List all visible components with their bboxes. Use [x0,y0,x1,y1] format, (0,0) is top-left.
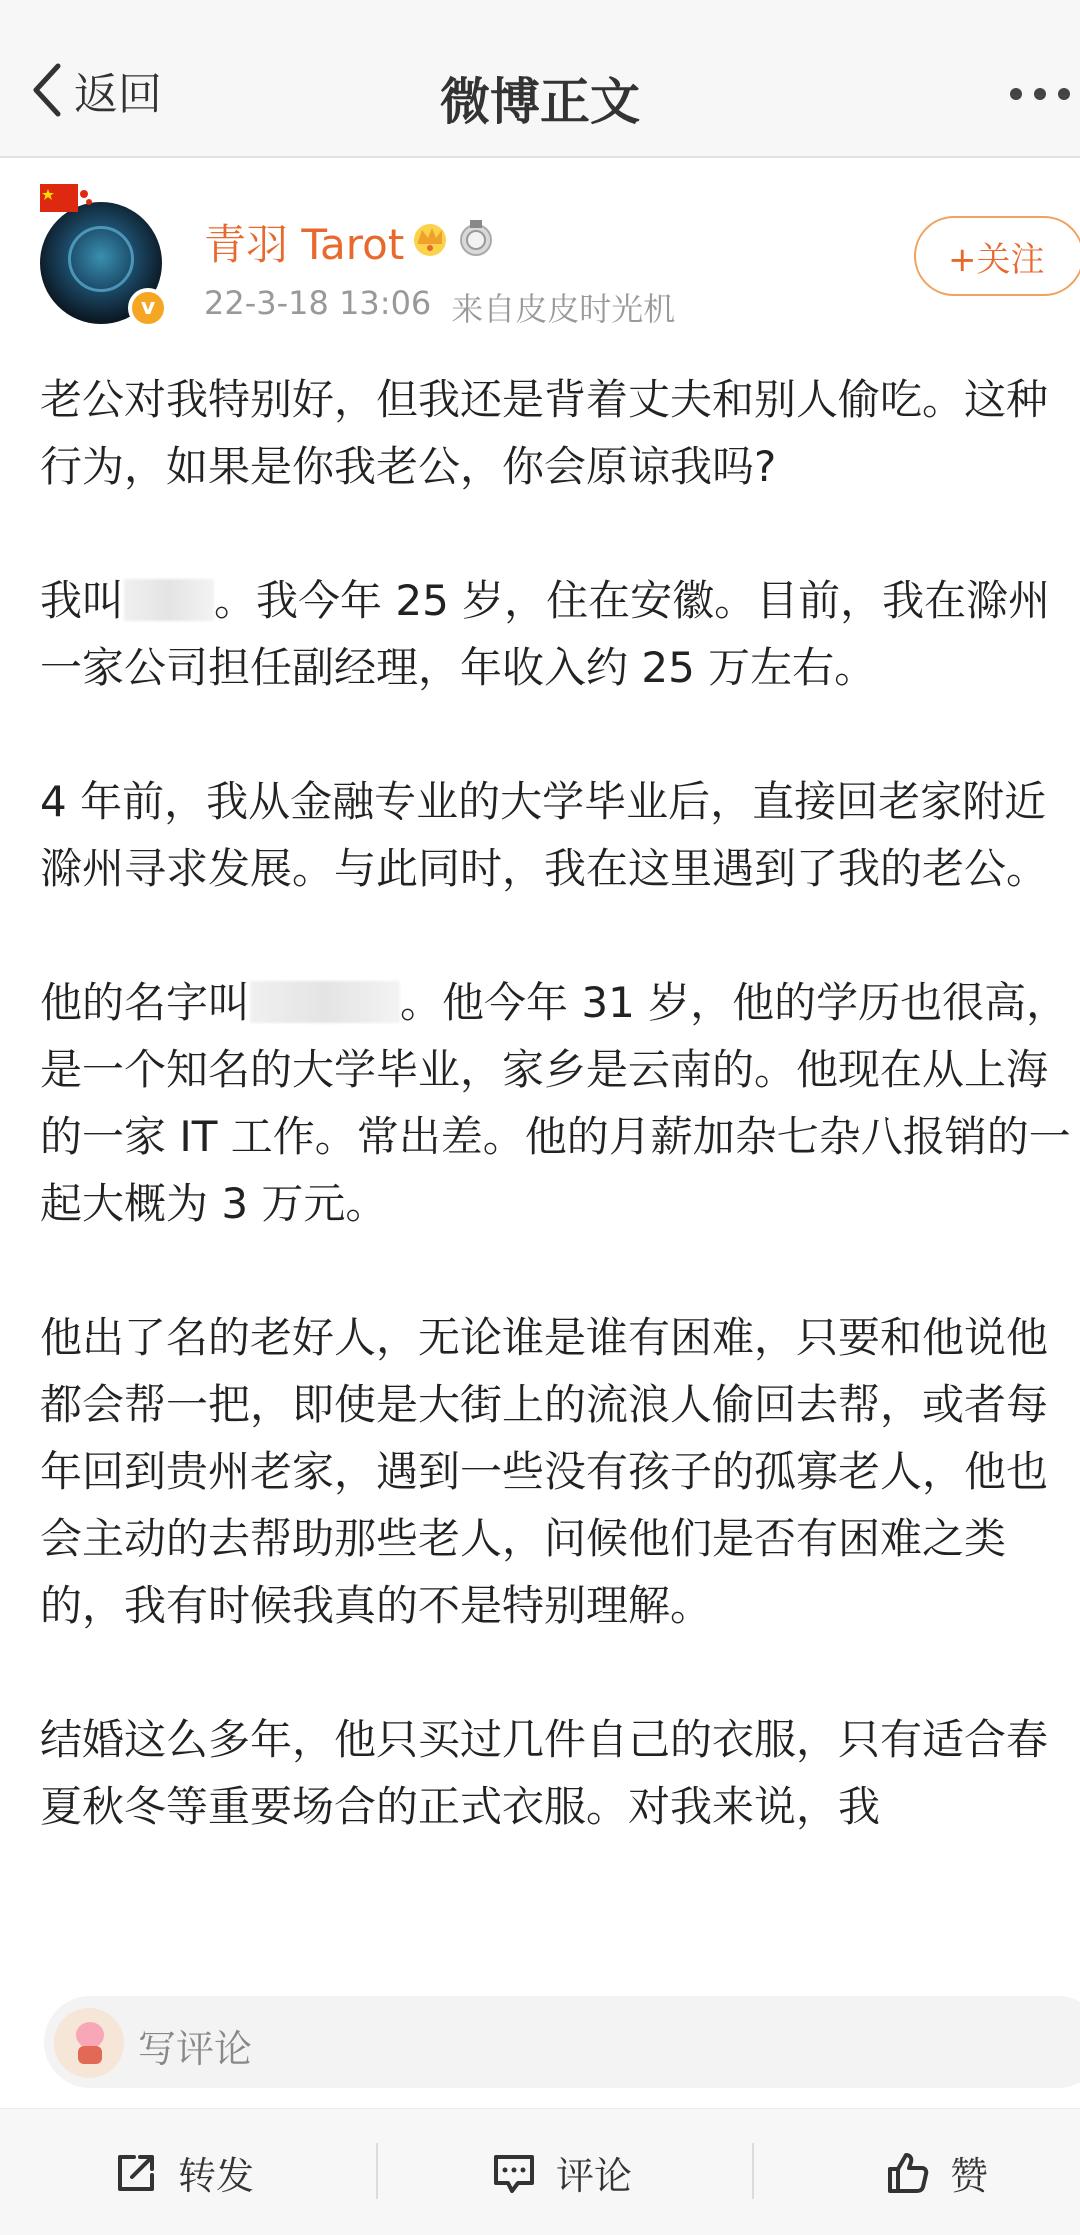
more-button[interactable] [990,84,1080,108]
action-divider [752,2143,754,2199]
comment-icon [490,2149,538,2197]
post-paragraph: 他出了名的老好人，无论谁是谁有困难，只要和他说他都会帮一把，即使是大街上的流浪人偷回去帮，或者每年回到贵州老家，遇到一些没有孩子的孤寡老人，他也会主动的去帮助那些老人，问候他们是否有困难之类的，我有时候我真的不是特别理解。 [40,1313,1049,1630]
post-source[interactable]: 来自皮皮时光机 [451,290,676,328]
pig-avatar-icon [76,2022,104,2048]
medal-icon[interactable] [456,218,496,258]
post-paragraph: 他的名字叫 。他今年 31 岁，他的学历也很高，是一个知名的大学毕业，家乡是云南的。他现在从上海的一家 IT 工作。常出差。他的月薪加杂七杂八报销的一起大概为 3 万元。 [40,978,1071,1228]
post-paragraph: 结婚这么多年，他只买过几件自己的衣服，只有适合春夏秋冬等重要场合的正式衣服。对我来说，我 [40,1715,1049,1831]
post-paragraph: 4 年前，我从金融专业的大学毕业后，直接回老家附近滁州寻求发展。与此同时，我在这里遇到了我的老公。 [40,777,1049,893]
follow-button[interactable]: +关注 [914,216,1080,296]
page-title: 微博正文 [440,73,640,131]
back-label: 返回 [74,69,162,120]
verified-badge: v [128,288,168,328]
comment-input[interactable] [44,1996,1080,2088]
comment-button[interactable] [490,2109,632,2235]
like-label: 赞 [950,2154,989,2198]
redacted-name [124,579,214,621]
post-paragraph: 我叫 。我今年 25 岁，住在安徽。目前，我在滁州一家公司担任副经理，年收入约 25 万左右。 [40,576,1051,692]
post-paragraph: 老公对我特别好，但我还是背着丈夫和别人偷吃。这种行为，如果是你我老公，你会原谅我吗? [40,375,1049,491]
redacted-name [250,981,400,1023]
bottom-action-bar [0,2108,1080,2235]
action-divider [376,2143,378,2199]
like-button[interactable] [884,2109,988,2235]
more-dots-icon [1010,88,1022,100]
post-meta [204,284,675,330]
flag-icon [36,180,94,220]
comment-placeholder: 写评论 [138,2027,253,2071]
post-timestamp: 22-3-18 13:06 [204,284,432,322]
thumbs-up-icon [884,2149,932,2197]
post-body [40,366,1080,1948]
vip-crown-icon[interactable] [410,218,450,258]
comment-label: 评论 [556,2154,633,2198]
repost-label: 转发 [178,2154,255,2198]
top-nav-bar [0,0,1080,158]
author-avatar[interactable] [36,180,176,330]
user-avatar [54,2008,124,2078]
author-name[interactable]: 青羽 Tarot [204,220,405,269]
repost-button[interactable] [112,2109,254,2235]
share-icon [112,2149,160,2197]
